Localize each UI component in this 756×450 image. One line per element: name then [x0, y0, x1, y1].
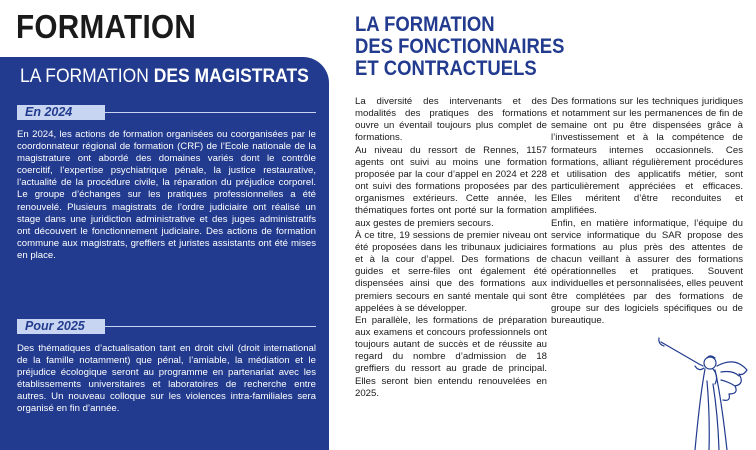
- staff-heading-line3: ET CONTRACTUELS: [355, 57, 537, 80]
- col2-paragraph-2: Enfin, en matière informatique, l’équipe du service informatique du SAR propose des formations au plus près des attentes de chacun veillant à assurer des formations opérationnelles et pratiques. Souvent individuelles et personnalisées, elles peuvent être complétées par des formations de groupe sur des logiciels spécifiques ou de bureautique.: [551, 217, 743, 326]
- col1-paragraph-1: La diversité des intervenants et des modalités des pratiques des formations ouvre un éventail toujours plus complet de formations.: [355, 96, 547, 144]
- page-title: FORMATION: [16, 8, 197, 45]
- magistrates-heading-bold: DES MAGISTRATS: [153, 66, 309, 87]
- text-2024: En 2024, les actions de formation organisées ou coorganisées par le coordonnateur régional de formation (CRF) de l’Ecole nationale de la magistrature ont abordé des domaines variés dont le contrôle coercitif, l’expertise psychiatrique pénale, la justice restaurative, l’actualité de la procédure civile, la réparation du préjudice corporel. Le groupe d’échanges sur les pratiques professionnelles a été renouvelé. Plusieurs magistrats de l’ordre judiciaire ont réalisé un stage dans une juridiction administrative et des juges administratifs ont découvert le fonctionnement judiciaire. Des actions de formation commune aux magistrats, greffiers et juristes assistants ont été mises en place.: [17, 129, 316, 261]
- staff-heading: [355, 14, 564, 80]
- staff-column-2: [551, 96, 743, 327]
- text-2025: Des thématiques d’actualisation tant en droit civil (droit international de la famille notamment) que pénal, l’amiable, la médiation et le préjudice écologique seront au programme en partenariat avec les établissements universitaires et laboratoires de recherche entre autres. Un nouveau colloque sur les violences intra-familiales sera organisé en fin d’année.: [17, 343, 316, 415]
- col1-paragraph-2: Au niveau du ressort de Rennes, 1157 agents ont suivi au moins une formation proposée par la cour d’appel en 2024 et 228 ont suivi des formations proposées par des organismes extérieurs. Cette année, les thématiques fortes ont porté sur la formation aux gestes de premiers secours.: [355, 144, 547, 229]
- magistrates-panel: [0, 57, 329, 450]
- col2-paragraph-1: Des formations sur les techniques juridiques et notamment sur les permanences de fin de semaine ont pu être dispensées grâce à l’investissement et à la compétence de formateurs internes occasionnels. Ces formations, alliant régulièrement procédures et utilisation des applicatifs métier, sont particulièrement appréciées et efficaces. Elles méritent d’être reconduites et amplifiées.: [551, 96, 743, 217]
- divider-2025: [105, 326, 316, 327]
- col1-paragraph-3: À ce titre, 19 sessions de premier niveau ont été proposées dans les tribunaux judiciaires et à la cour d’appel. Des formations de guides et serre-files ont également été dispensées ainsi que des formations aux premiers secours en santé mentale qui sont appelées à se développer.: [355, 229, 547, 314]
- staff-heading-line1: LA FORMATION: [355, 13, 495, 36]
- divider-2024: [105, 112, 316, 113]
- staff-column-1: [355, 96, 547, 400]
- col1-paragraph-4: En parallèle, les formations de préparation aux examens et concours professionnels ont toujours autant de succès et de réussite au regard du nombre d’admission de 18 greffiers du ressort au grade de principal. Elles seront bien entendu renouvelées en 2025.: [355, 314, 547, 399]
- magistrates-heading-prefix: LA FORMATION: [20, 66, 154, 87]
- year-badge-2024: En 2024: [17, 105, 105, 120]
- trumpet-figure-icon: [655, 336, 756, 450]
- magistrates-heading: [20, 66, 309, 88]
- year-badge-2025: Pour 2025: [17, 319, 105, 334]
- staff-heading-line2: DES FONCTIONNAIRES: [355, 35, 565, 58]
